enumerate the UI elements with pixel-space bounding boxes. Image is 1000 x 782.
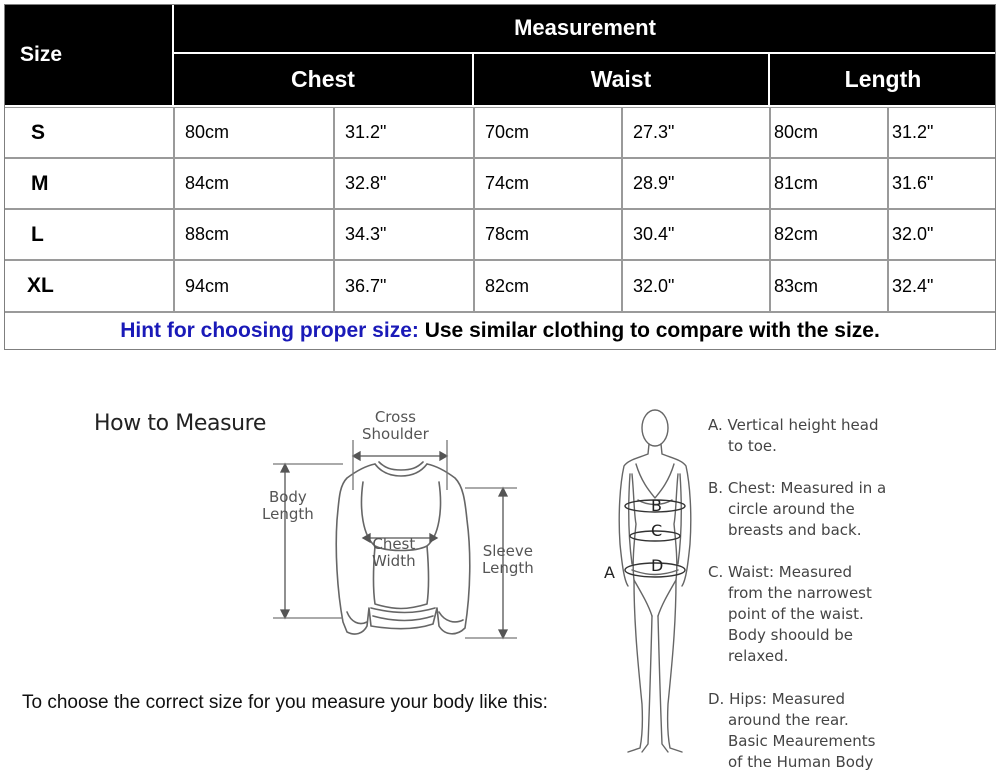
size-hint bbox=[4, 312, 996, 350]
waist-cm-cell: 74cm bbox=[474, 158, 622, 209]
chest-cm-cell: 88cm bbox=[174, 209, 334, 260]
note-c: C. Waist: Measured from the narrowest point of the waist. Body shoould be relaxed. bbox=[708, 563, 872, 665]
size-label: XL bbox=[4, 260, 174, 312]
waist-cm-cell: 70cm bbox=[474, 107, 622, 158]
how-to-measure-title: How to Measure bbox=[94, 411, 266, 436]
waist-header: Waist bbox=[474, 54, 768, 105]
length-cm-cell: 81cm bbox=[770, 158, 888, 209]
body-length-label: Body Length bbox=[262, 488, 314, 523]
size-column-header: Size bbox=[4, 4, 172, 105]
chest-header: Chest bbox=[174, 54, 472, 105]
size-label: M bbox=[4, 158, 174, 209]
note-b: B. Chest: Measured in a circle around the breasts and back. bbox=[708, 479, 887, 539]
waist-inch-cell: 27.3" bbox=[622, 107, 770, 158]
measurement-header: Measurement bbox=[174, 4, 996, 52]
chest-inch-cell: 34.3" bbox=[334, 209, 474, 260]
length-cm-cell: 82cm bbox=[770, 209, 888, 260]
chest-inch-cell: 31.2" bbox=[334, 107, 474, 158]
hint-text: Use similar clothing to compare with the size. bbox=[418, 319, 880, 342]
chest-cm-cell: 80cm bbox=[174, 107, 334, 158]
note-a: A. Vertical height head to toe. bbox=[708, 416, 879, 455]
chest-cm-cell: 94cm bbox=[174, 260, 334, 312]
human-figure-diagram bbox=[598, 404, 708, 760]
waist-cm-cell: 82cm bbox=[474, 260, 622, 312]
waist-cm-cell: 78cm bbox=[474, 209, 622, 260]
waist-inch-cell: 32.0" bbox=[622, 260, 770, 312]
waist-inch-cell: 28.9" bbox=[622, 158, 770, 209]
hint-label: Hint for choosing proper size: bbox=[120, 319, 419, 342]
chest-width-label: Chest Width bbox=[372, 535, 416, 570]
length-inch-cell: 31.2" bbox=[888, 107, 996, 158]
length-header: Length bbox=[770, 54, 996, 105]
length-inch-cell: 32.0" bbox=[888, 209, 996, 260]
cross-shoulder-label: Cross Shoulder bbox=[362, 408, 429, 443]
waist-inch-cell: 30.4" bbox=[622, 209, 770, 260]
size-label: S bbox=[4, 107, 174, 158]
chest-inch-cell: 36.7" bbox=[334, 260, 474, 312]
sleeve-length-label: Sleeve Length bbox=[482, 542, 534, 577]
figure-letter-d: D bbox=[651, 556, 664, 575]
figure-letter-b: B bbox=[651, 496, 662, 515]
size-label: L bbox=[4, 209, 174, 260]
length-inch-cell: 31.6" bbox=[888, 158, 996, 209]
note-d: D. Hips: Measured around the rear. Basic Meaurements of the Human Body bbox=[708, 690, 876, 771]
length-inch-cell: 32.4" bbox=[888, 260, 996, 312]
chest-cm-cell: 84cm bbox=[174, 158, 334, 209]
figure-letter-c: C bbox=[651, 521, 663, 540]
length-cm-cell: 83cm bbox=[770, 260, 888, 312]
size-chart-table bbox=[4, 4, 996, 350]
measure-instruction: To choose the correct size for you measure your body like this: bbox=[22, 692, 548, 713]
chest-inch-cell: 32.8" bbox=[334, 158, 474, 209]
figure-letter-a: A bbox=[604, 563, 615, 582]
length-cm-cell: 80cm bbox=[770, 107, 888, 158]
